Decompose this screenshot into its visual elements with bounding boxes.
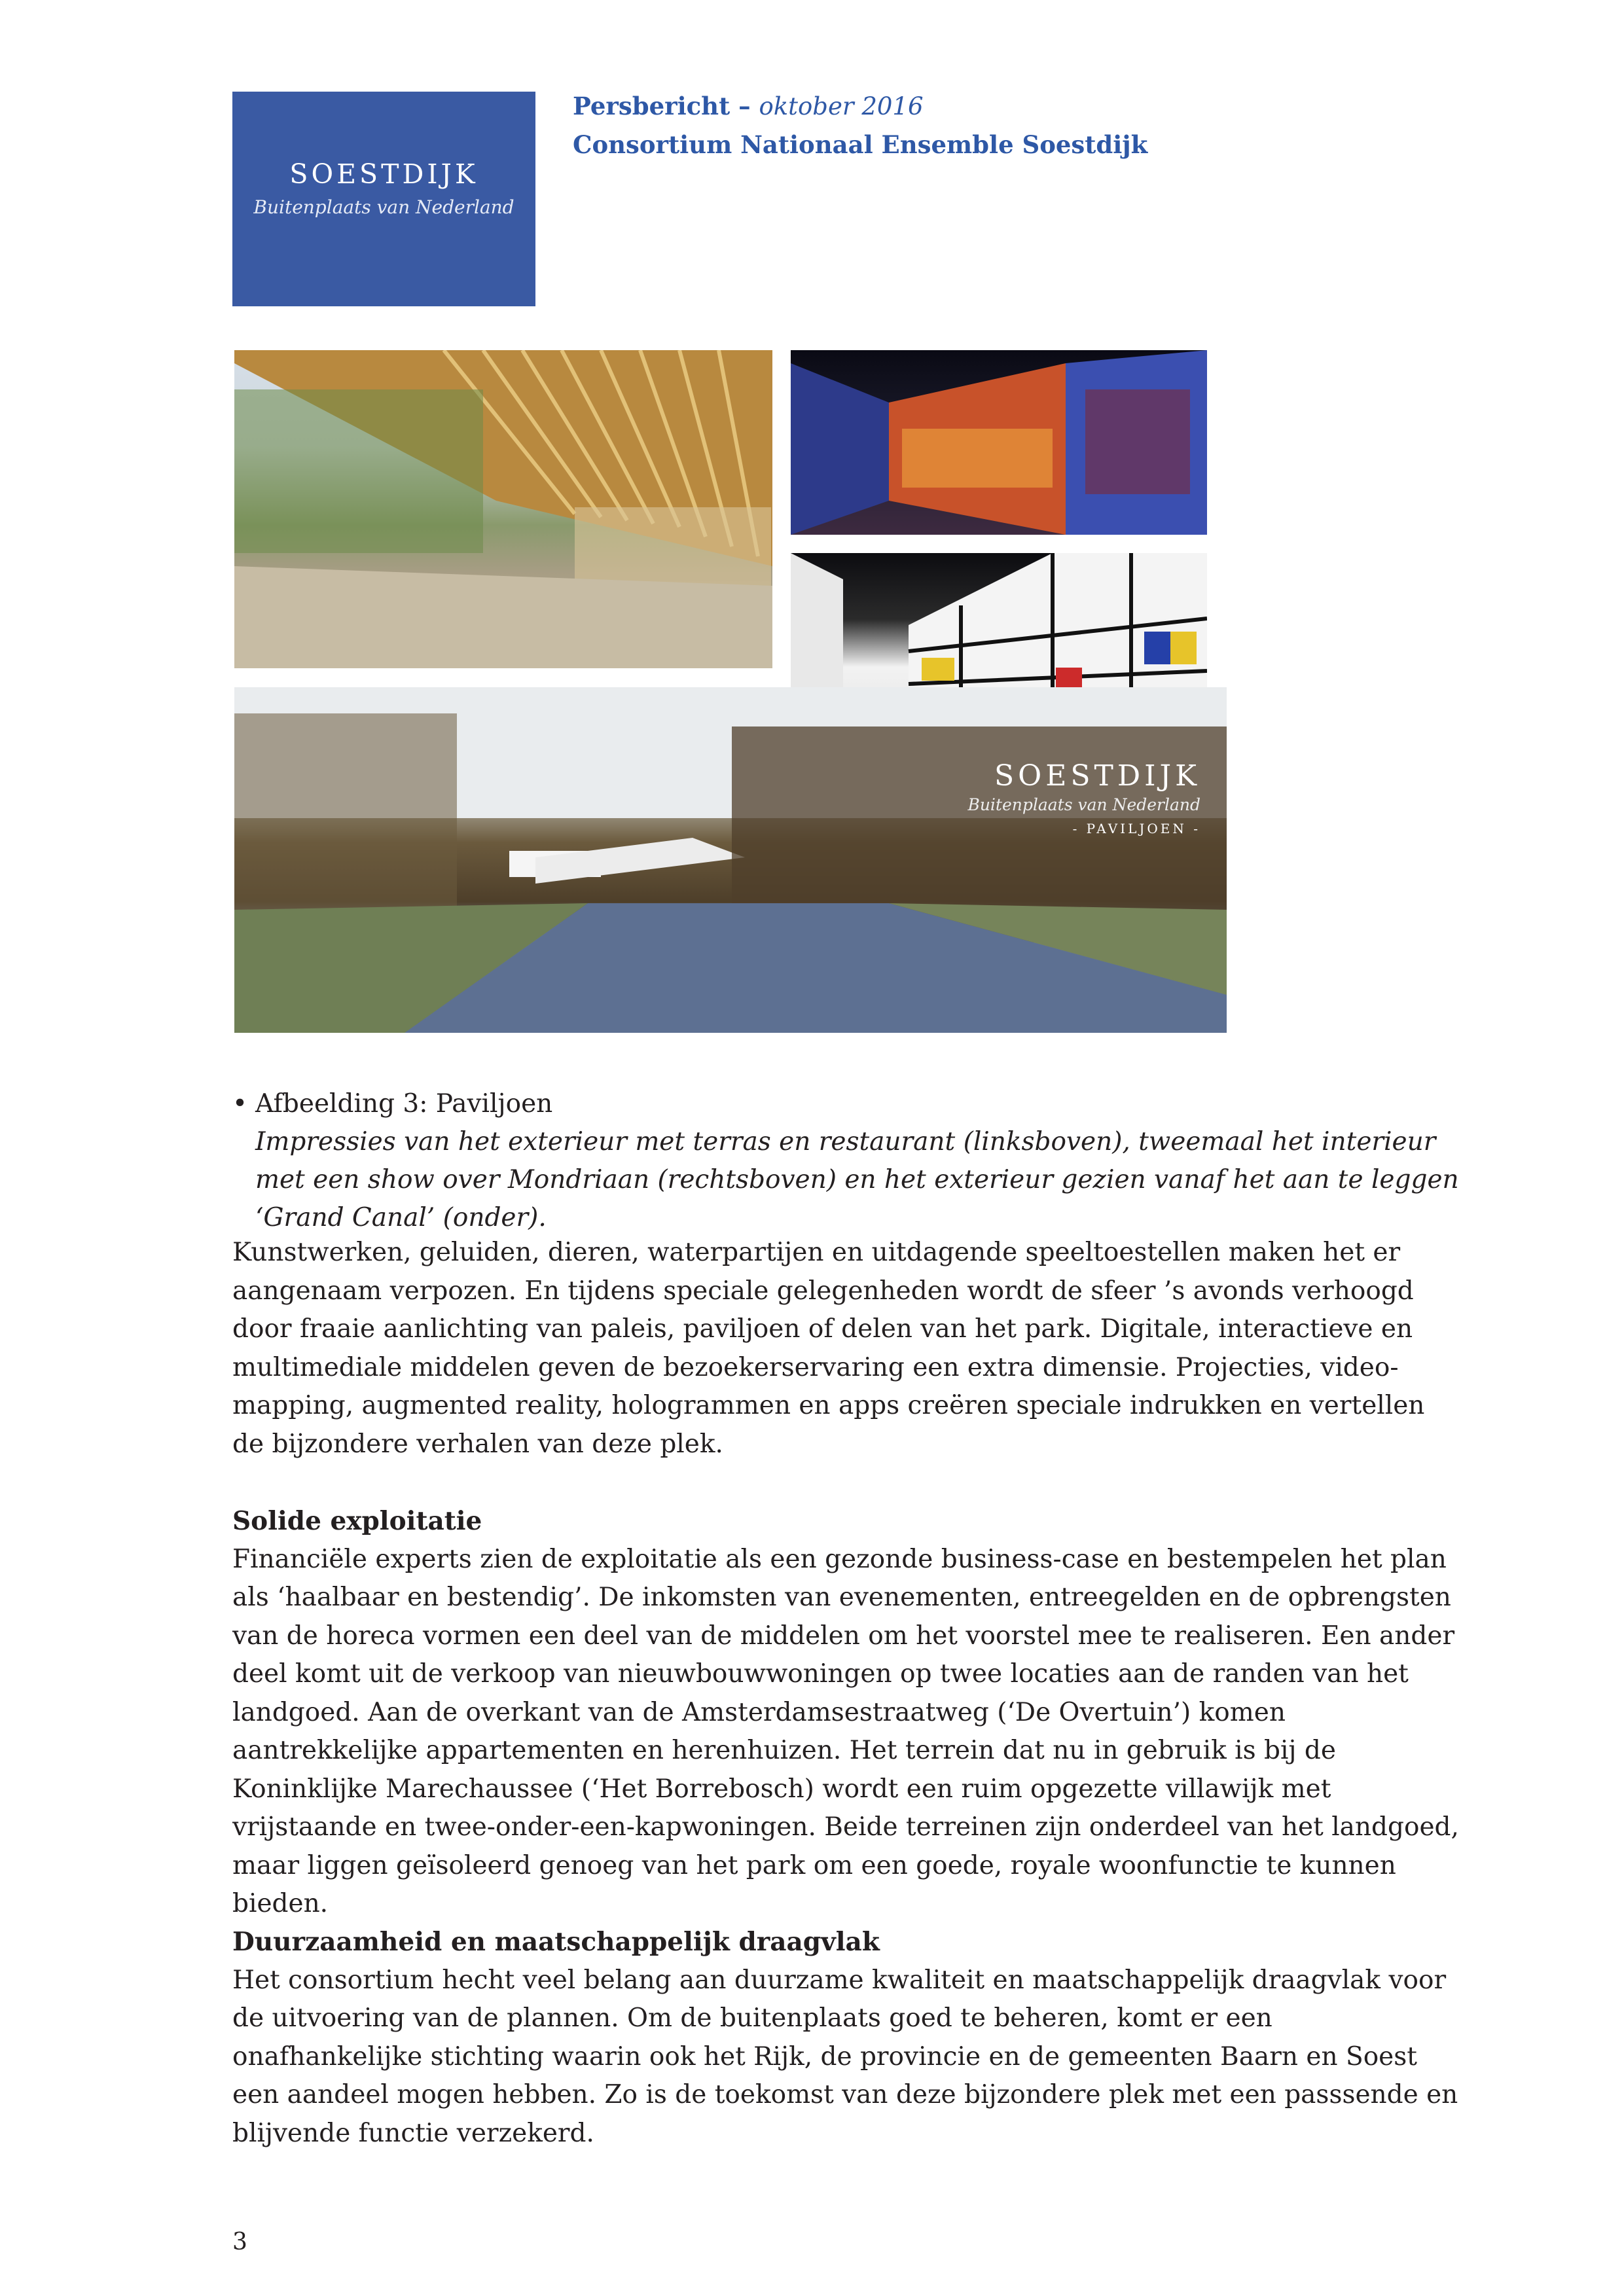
image-pavilion-terrace xyxy=(234,350,772,668)
header-dash: – xyxy=(738,92,751,120)
section-text-sustainability: Het consortium hecht veel belang aan duurzame kwaliteit en maatschappelijk draagvlak voor de uitvoering van de plannen. Om de buitenplaats goed te beheren, komt er een onafhankelijke stichting waarin ook het Rijk, de provincie en de gemeenten Baarn en Soest een aandeel mogen hebben. Zo is de toekomst van deze bijzondere plek met een passsende en blijvende functie verzekerd. xyxy=(232,1965,1458,2148)
image-mondriaan-show-projection xyxy=(791,350,1207,535)
terrace-illustration xyxy=(234,350,772,668)
soestdijk-logo xyxy=(232,92,535,306)
overlay-tag: - PAVILJOEN - xyxy=(1072,821,1200,836)
header-label: Persbericht xyxy=(573,92,731,120)
logo-subtitle: Buitenplaats van Nederland xyxy=(253,196,514,218)
header-organisation: Consortium Nationaal Ensemble Soestdijk xyxy=(573,130,1148,159)
section-text-exploitation: Financiële experts zien de exploitatie als een gezonde business-case en bestempelen het plan als ‘haalbaar en bestendig’. De inkomsten van evenementen, entreegelden en de opbrengsten van de horeca vormen een deel van de middelen om het voorstel mee te realiseren. Een ander deel komt uit de verkoop van nieuwbouwwoningen op twee locaties aan de randen van het landgoed. Aan de overkant van de Amsterdamsestraatweg (‘De Overtuin’) komen aantrekkelijke appartementen en herenhuizen. Het terrein dat nu in gebruik is bij de Koninklijke Marechaussee (‘Het Borrebosch) wordt een ruim opgezette villawijk met vrijstaande en twee-onder-een-kapwoningen. Beide terreinen zijn onderdeel van het landgoed, maar liggen geïsoleerd genoeg van het park om een goede, royale woonfunctie te kunnen bieden. xyxy=(232,1544,1459,1918)
section-sustainability xyxy=(232,1923,1463,2153)
section-heading-exploitation: Solide exploitatie xyxy=(232,1506,482,1536)
canal-illustration xyxy=(234,687,1227,1033)
show-illustration xyxy=(791,350,1207,535)
header-month: oktober 2016 xyxy=(759,92,924,120)
caption-text: Impressies van het exterieur met terras en restaurant (linksboven), tweemaal het interieur met een show over Mondriaan (rechtsboven) en het exterieur gezien vanaf het aan te leggen ‘Grand Canal’ (onder). xyxy=(255,1127,1459,1232)
logo-title: SOESTDIJK xyxy=(289,158,478,190)
page-number: 3 xyxy=(232,2229,247,2255)
pavilion-brand-overlay xyxy=(967,759,1200,836)
caption-title: Afbeelding 3: Paviljoen xyxy=(255,1089,553,1119)
overlay-title: SOESTDIJK xyxy=(994,759,1200,793)
press-release-header xyxy=(573,87,1147,164)
image-grand-canal-exterior xyxy=(234,687,1227,1033)
caption-bullet: • xyxy=(232,1089,248,1119)
section-exploitation xyxy=(232,1502,1463,1924)
header-line-1 xyxy=(573,87,1147,126)
section-heading-sustainability: Duurzaamheid en maatschappelijk draagvlak xyxy=(232,1927,880,1957)
overlay-subtitle: Buitenplaats van Nederland xyxy=(967,795,1200,814)
paragraph-experience: Kunstwerken, geluiden, dieren, waterpartijen en uitdagende speeltoestellen maken het er aangenaam verpozen. En tijdens speciale gelegenheden wordt de sfeer ’s avonds verhoogd door fraaie aanlichting van paleis, paviljoen of delen van het park. Digitale, interactieve en multimediale middelen geven de bezoekerservaring een extra dimensie. Projecties, video-mapping, augmented reality, hologrammen en apps creëren speciale indrukken en vertellen de bijzondere verhalen van deze plek. xyxy=(232,1238,1425,1459)
